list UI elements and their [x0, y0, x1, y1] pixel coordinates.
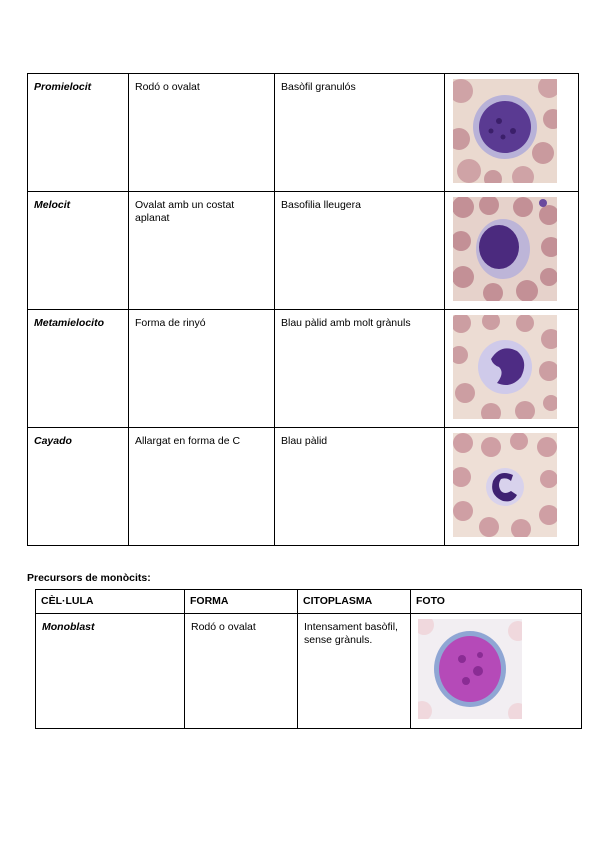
monocyte-precursors-table [35, 589, 582, 729]
section-title: Precursors de monòcits: [27, 572, 151, 584]
table-row [28, 192, 579, 310]
cell-name: Cayado [28, 428, 129, 546]
column-header: CÈL·LULA [36, 590, 185, 614]
table-row [28, 310, 579, 428]
table-row [28, 428, 579, 546]
cell-name: Promielocit [28, 74, 129, 192]
column-header: CITOPLASMA [298, 590, 411, 614]
column-header: FOTO [411, 590, 582, 614]
cell-shape: Rodó o ovalat [185, 614, 298, 729]
cell-photo [445, 192, 579, 310]
cell-cytoplasm: Basòfil granulós [275, 74, 445, 192]
column-header: FORMA [185, 590, 298, 614]
cell-cytoplasm: Intensament basòfil, sense grànuls. [298, 614, 411, 729]
cell-name: Melocit [28, 192, 129, 310]
table-row [28, 74, 579, 192]
cell-cytoplasm: Basofilia lleugera [275, 192, 445, 310]
monoblast-micrograph-icon [418, 619, 522, 719]
cell-name: Monoblast [36, 614, 185, 729]
cell-photo [445, 310, 579, 428]
cell-shape: Allargat en forma de C [129, 428, 275, 546]
cell-shape: Ovalat amb un costat aplanat [129, 192, 275, 310]
metamyelocyte-micrograph-icon [453, 315, 557, 419]
cell-shape: Rodó o ovalat [129, 74, 275, 192]
table-header-row [36, 590, 582, 614]
cell-photo [445, 428, 579, 546]
cell-cytoplasm: Blau pàlid [275, 428, 445, 546]
cell-cytoplasm: Blau pàlid amb molt grànuls [275, 310, 445, 428]
cell-photo [445, 74, 579, 192]
myelocyte-micrograph-icon [453, 197, 557, 301]
table-row [36, 614, 582, 729]
promyelocyte-micrograph-icon [453, 79, 557, 183]
cell-name: Metamielocito [28, 310, 129, 428]
band-cell-micrograph-icon [453, 433, 557, 537]
cell-shape: Forma de rinyó [129, 310, 275, 428]
cell-photo [411, 614, 582, 729]
granulocyte-precursors-table [27, 73, 579, 546]
